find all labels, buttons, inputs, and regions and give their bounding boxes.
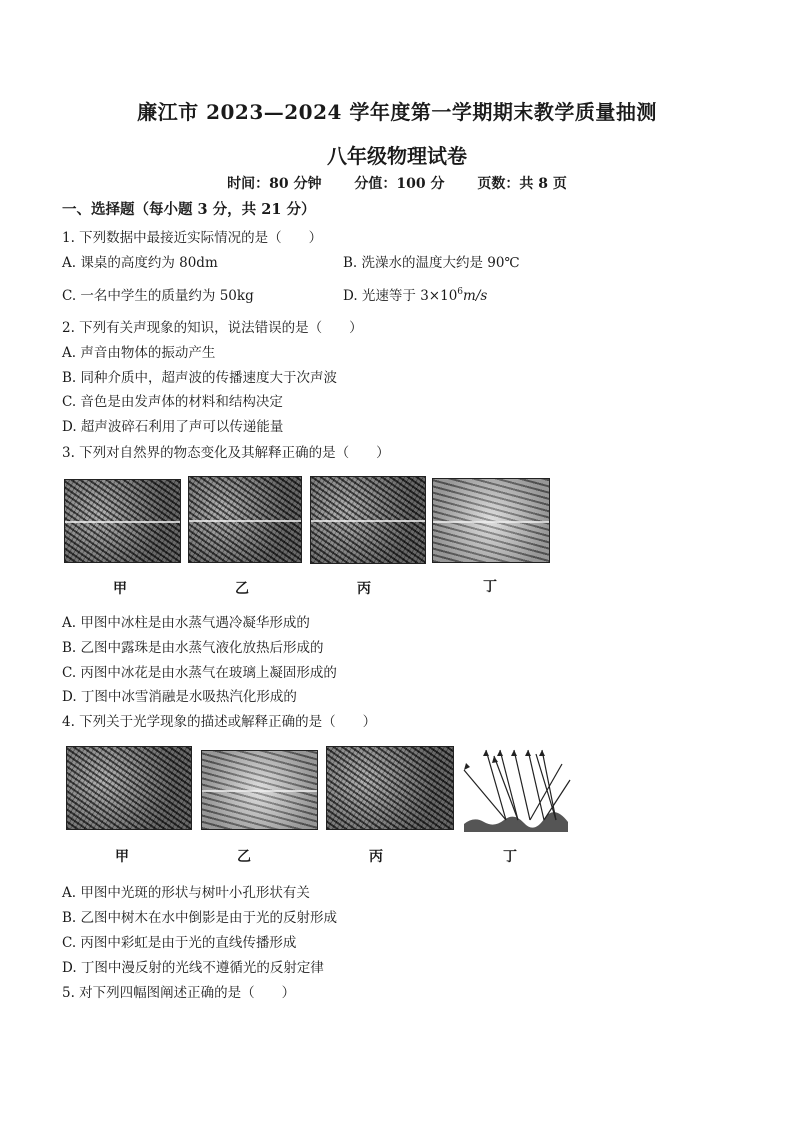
q5-stem: 5. 对下列四幅图阐述正确的是（ ）	[62, 985, 296, 1001]
q3-stem: 3. 下列对自然界的物态变化及其解释正确的是（ ）	[62, 445, 390, 461]
q1-option-d-unit: m/s	[463, 288, 488, 304]
q4-caption-ding: 丁	[503, 849, 517, 865]
q4-caption-bing: 丙	[369, 849, 383, 865]
exam-score: 分值：100 分	[354, 176, 445, 192]
q3-option-b: B. 乙图中露珠是由水蒸气液化放热后形成的	[62, 640, 324, 656]
q3-caption-bing: 丙	[357, 581, 371, 597]
exam-time: 时间：80 分钟	[227, 176, 322, 192]
q4-stem: 4. 下列关于光学现象的描述或解释正确的是（ ）	[62, 714, 377, 730]
q3-caption-jia: 甲	[113, 581, 127, 597]
exam-pages: 页数：共 8 页	[477, 176, 567, 192]
q3-option-a: A. 甲图中冰柱是由水蒸气遇冷凝华形成的	[62, 615, 310, 631]
q3-caption-yi: 乙	[235, 581, 249, 597]
q3-photo-yi	[188, 476, 302, 563]
q4-caption-yi: 乙	[237, 849, 251, 865]
q2-option-c: C. 音色是由发声体的材料和结构决定	[62, 394, 283, 410]
q3-photo-jia	[64, 479, 181, 563]
q4-caption-jia: 甲	[115, 849, 129, 865]
q4-option-b: B. 乙图中树木在水中倒影是由于光的反射形成	[62, 910, 338, 926]
q2-option-b: B. 同种介质中，超声波的传播速度大于次声波	[62, 370, 338, 386]
q1-option-b: B. 洗澡水的温度大约是 90℃	[343, 255, 520, 271]
q1-stem: 1. 下列数据中最接近实际情况的是（ ）	[62, 230, 323, 246]
q1-option-d-text: D. 光速等于 3×10	[343, 288, 458, 304]
q3-photo-ding	[432, 478, 550, 563]
section-heading: 一、选择题（每小题 3 分，共 21 分）	[62, 201, 316, 218]
q4-photo-bing	[326, 746, 454, 830]
q2-option-a: A. 声音由物体的振动产生	[62, 345, 216, 361]
q1-option-c: C. 一名中学生的质量约为 50kg	[62, 288, 254, 304]
q4-photo-yi	[201, 750, 318, 830]
q1-option-d-exponent: 6	[457, 287, 464, 297]
exam-subtitle: 八年级物理试卷	[327, 144, 467, 168]
q3-option-c: C. 丙图中冰花是由水蒸气在玻璃上凝固形成的	[62, 665, 337, 681]
q1-option-d	[343, 284, 487, 304]
q4-option-a: A. 甲图中光斑的形状与树叶小孔形状有关	[62, 885, 310, 901]
q1-option-a: A. 课桌的高度约为 80dm	[62, 255, 218, 271]
exam-meta	[0, 173, 794, 193]
q3-caption-ding: 丁	[483, 579, 497, 595]
q3-photo-bing	[310, 476, 426, 564]
q4-option-d: D. 丁图中漫反射的光线不遵循光的反射定律	[62, 960, 324, 976]
q4-photo-jia	[66, 746, 192, 830]
q3-option-d: D. 丁图中冰雪消融是水吸热汽化形成的	[62, 689, 297, 705]
q2-stem: 2. 下列有关声现象的知识，说法错误的是（ ）	[62, 320, 363, 336]
q2-option-d: D. 超声波碎石利用了声可以传递能量	[62, 419, 284, 435]
q4-diffuse-reflection-diagram	[460, 744, 572, 834]
exam-title: 廉江市 2023—2024 学年度第一学期期末教学质量抽测	[137, 100, 657, 124]
q4-option-c: C. 丙图中彩虹是由于光的直线传播形成	[62, 935, 297, 951]
